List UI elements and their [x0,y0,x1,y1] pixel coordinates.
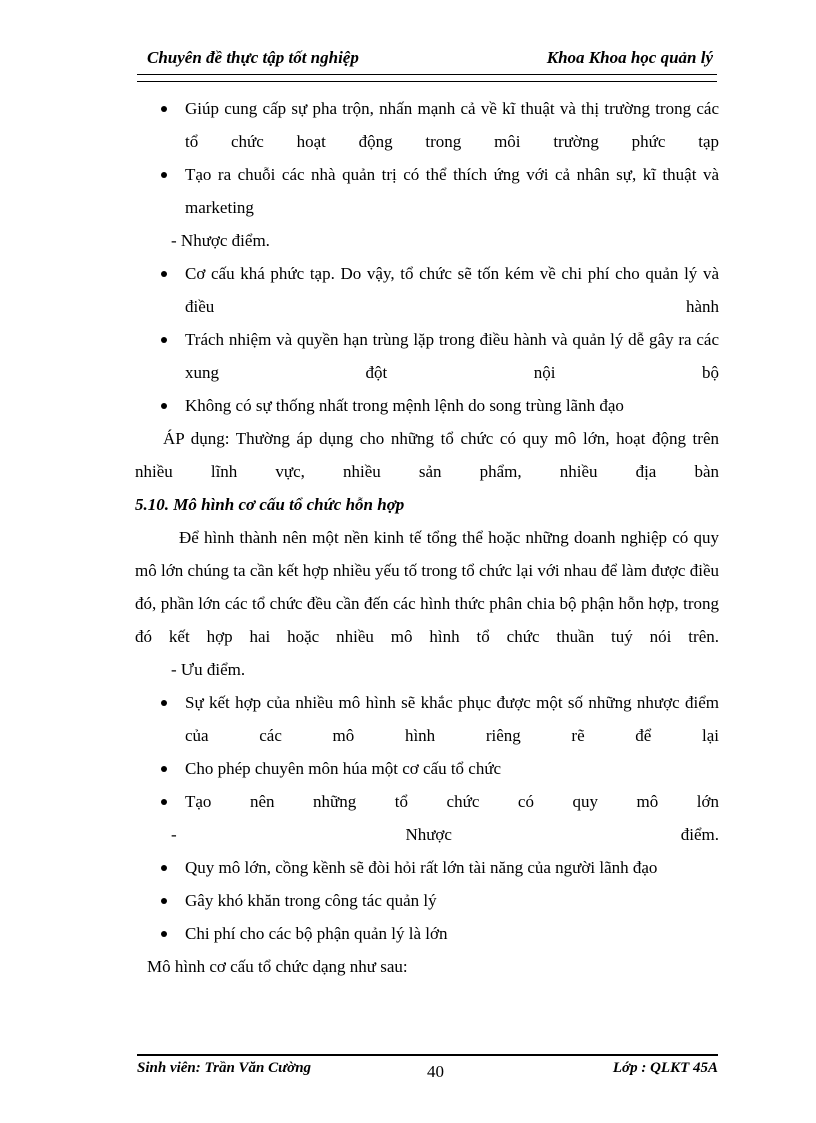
page-footer [137,1060,718,1086]
bullet-icon [161,700,167,706]
footer-student: Sinh viên: Trần Văn Cường [137,1060,312,1076]
list-item: Giúp cung cấp sự pha trộn, nhấn mạnh cả về kĩ thuật và thị trường trong các tổ chức hoạt động trong môi trường phức tạp [135,92,719,158]
bullet-icon [161,799,167,805]
list-item: Quy mô lớn, cồng kềnh sẽ đòi hỏi rất lớn tài năng của người lãnh đạo [135,851,719,884]
disadvantages-label: - Nhược điểm. [171,231,270,250]
closing-line: Mô hình cơ cấu tổ chức dạng như sau: [147,957,408,976]
list-item: Cơ cấu khá phức tạp. Do vậy, tổ chức sẽ tốn kém về chi phí cho quản lý và điều hành [135,257,719,323]
advantages-label: - Ưu điểm. [171,660,246,679]
page-number: 40 [427,1062,444,1081]
bullet-icon [161,403,167,409]
list-item: Cho phép chuyên môn húa một cơ cấu tổ chức [135,752,719,785]
bullet-icon [161,898,167,904]
page-header [137,48,717,72]
bullet-icon [161,337,167,343]
list-item: Sự kết hợp của nhiều mô hình sẽ khắc phục được một số những nhược điểm của các mô hình riêng rẽ để lại [135,686,719,752]
list-item: Tạo ra chuỗi các nhà quản trị có thể thích ứng với cả nhân sự, kĩ thuật và marketing [135,158,719,224]
page-body [135,92,719,983]
application-paragraph: ÁP dụng: Thường áp dụng cho những tổ chức có quy mô lớn, hoạt động trên nhiều lĩnh vực, nhiều sản phẩm, nhiều địa bàn [135,429,719,481]
bullet-icon [161,931,167,937]
bullet-icon [161,766,167,772]
list-item: Gây khó khăn trong công tác quản lý [135,884,719,917]
bullet-icon [161,865,167,871]
list-item: Trách nhiệm và quyền hạn trùng lặp trong điều hành và quản lý dễ gây ra các xung đột nội bộ [135,323,719,389]
bullet-icon [161,172,167,178]
bullet-icon [161,106,167,112]
list-item: Tạo nên những tổ chức có quy mô lớn [135,785,719,818]
list-item: Chi phí cho các bộ phận quản lý là lớn [135,917,719,950]
header-double-rule [137,74,717,82]
header-thesis-title: Chuyên đề thực tập tốt nghiệp [147,48,359,67]
body-paragraph: Để hình thành nên một nền kinh tế tổng thể hoặc những doanh nghiệp có quy mô lớn chúng ta cần kết hợp nhiều yếu tố trong tổ chức lại với nhau để làm được điều đó, phần lớn các tổ chức đều cần đến các hình thức phân chia bộ phận hỗn hợp, trong đó kết hợp hai hoặc nhiều mô hình tổ chức thuần tuý nói trên. [135,528,719,646]
footer-class: Lớp : QLKT 45A [612,1060,718,1076]
disadvantages-label: - Nhược điểm. [171,825,719,844]
list-item: Không có sự thống nhất trong mệnh lệnh do song trùng lãnh đạo [135,389,719,422]
bullet-icon [161,271,167,277]
header-faculty: Khoa Khoa học quản lý [546,48,713,67]
section-heading: 5.10. Mô hình cơ cấu tổ chức hỗn hợp [135,495,405,514]
footer-rule [137,1054,718,1056]
